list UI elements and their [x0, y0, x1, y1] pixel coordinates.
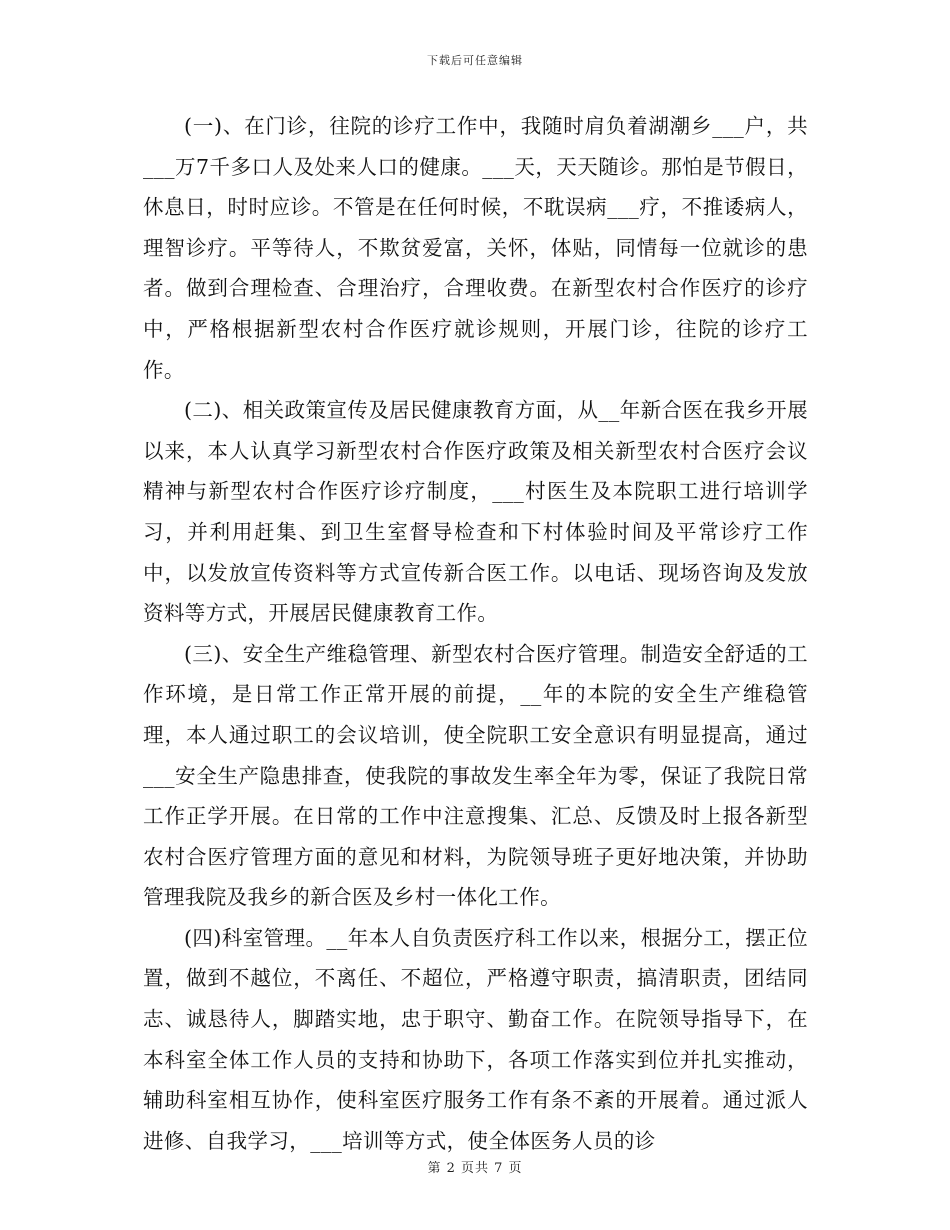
paragraph-3: (三)、安全生产维稳管理、新型农村合医疗管理。制造安全舒适的工作环境，是日常工作正常开展的前提，__年的本院的安全生产维稳管理，本人通过职工的会议培训，使全院职工安全意识有明显提高，通过___安全生产隐患排查，使我院的事故发生率全年为零，保证了我院日常工作正学开展。在日常的工作中注意搜集、汇总、反馈及时上报各新型农村合医疗管理方面的意见和材料，为院领导班子更好地决策，并协助管理我院及我乡的新合医及乡村一体化工作。 [143, 641, 808, 910]
page-header: 下载后可任意编辑 [427, 54, 523, 67]
paragraph-1: (一)、在门诊，往院的诊疗工作中，我随时肩负着湖潮乡___户，共___万7千多口人及处来人口的健康。___天，天天随诊。那怕是节假日，休息日，时时应诊。不管是在任何时候，不耽误病___疗，不推诿病人，理智诊疗。平等待人，不欺贫爱富，关怀，体贴，同情每一位就诊的患者。做到合理检查、合理治疗，合理收费。在新型农村合作医疗的诊疗中，严格根据新型农村合作医疗就诊规则，开展门诊，往院的诊疗工作。 [143, 114, 808, 382]
document-body [143, 106, 808, 1161]
paragraph-2: (二)、相关政策宣传及居民健康教育方面，从__年新合医在我乡开展以来，本人认真学习新型农村合作医疗政策及相关新型农村合医疗会议精神与新型农村合作医疗诊疗制度，___村医生及本院职工进行培训学习，并利用赶集、到卫生室督导检查和下村体验时间及平常诊疗工作中，以发放宣传资料等方式宣传新合医工作。以电话、现场咨询及发放资料等方式，开展居民健康教育工作。 [143, 398, 808, 626]
page-number-footer: 第 2 页共 7 页 [427, 1161, 523, 1176]
paragraph-4: (四)科室管理。__年本人自负责医疗科工作以来，根据分工，摆正位置，做到不越位，不离任、不超位，严格遵守职责，搞清职责，团结同志、诚恳待人，脚踏实地，忠于职守、勤奋工作。在院领导指导下，在本科室全体工作人员的支持和协助下，各项工作落实到位并扎实推动，辅助科室相互协作，使科室医疗服务工作有条不紊的开展着。通过派人进修、自我学习，___培训等方式，使全体医务人员的诊 [143, 925, 808, 1153]
